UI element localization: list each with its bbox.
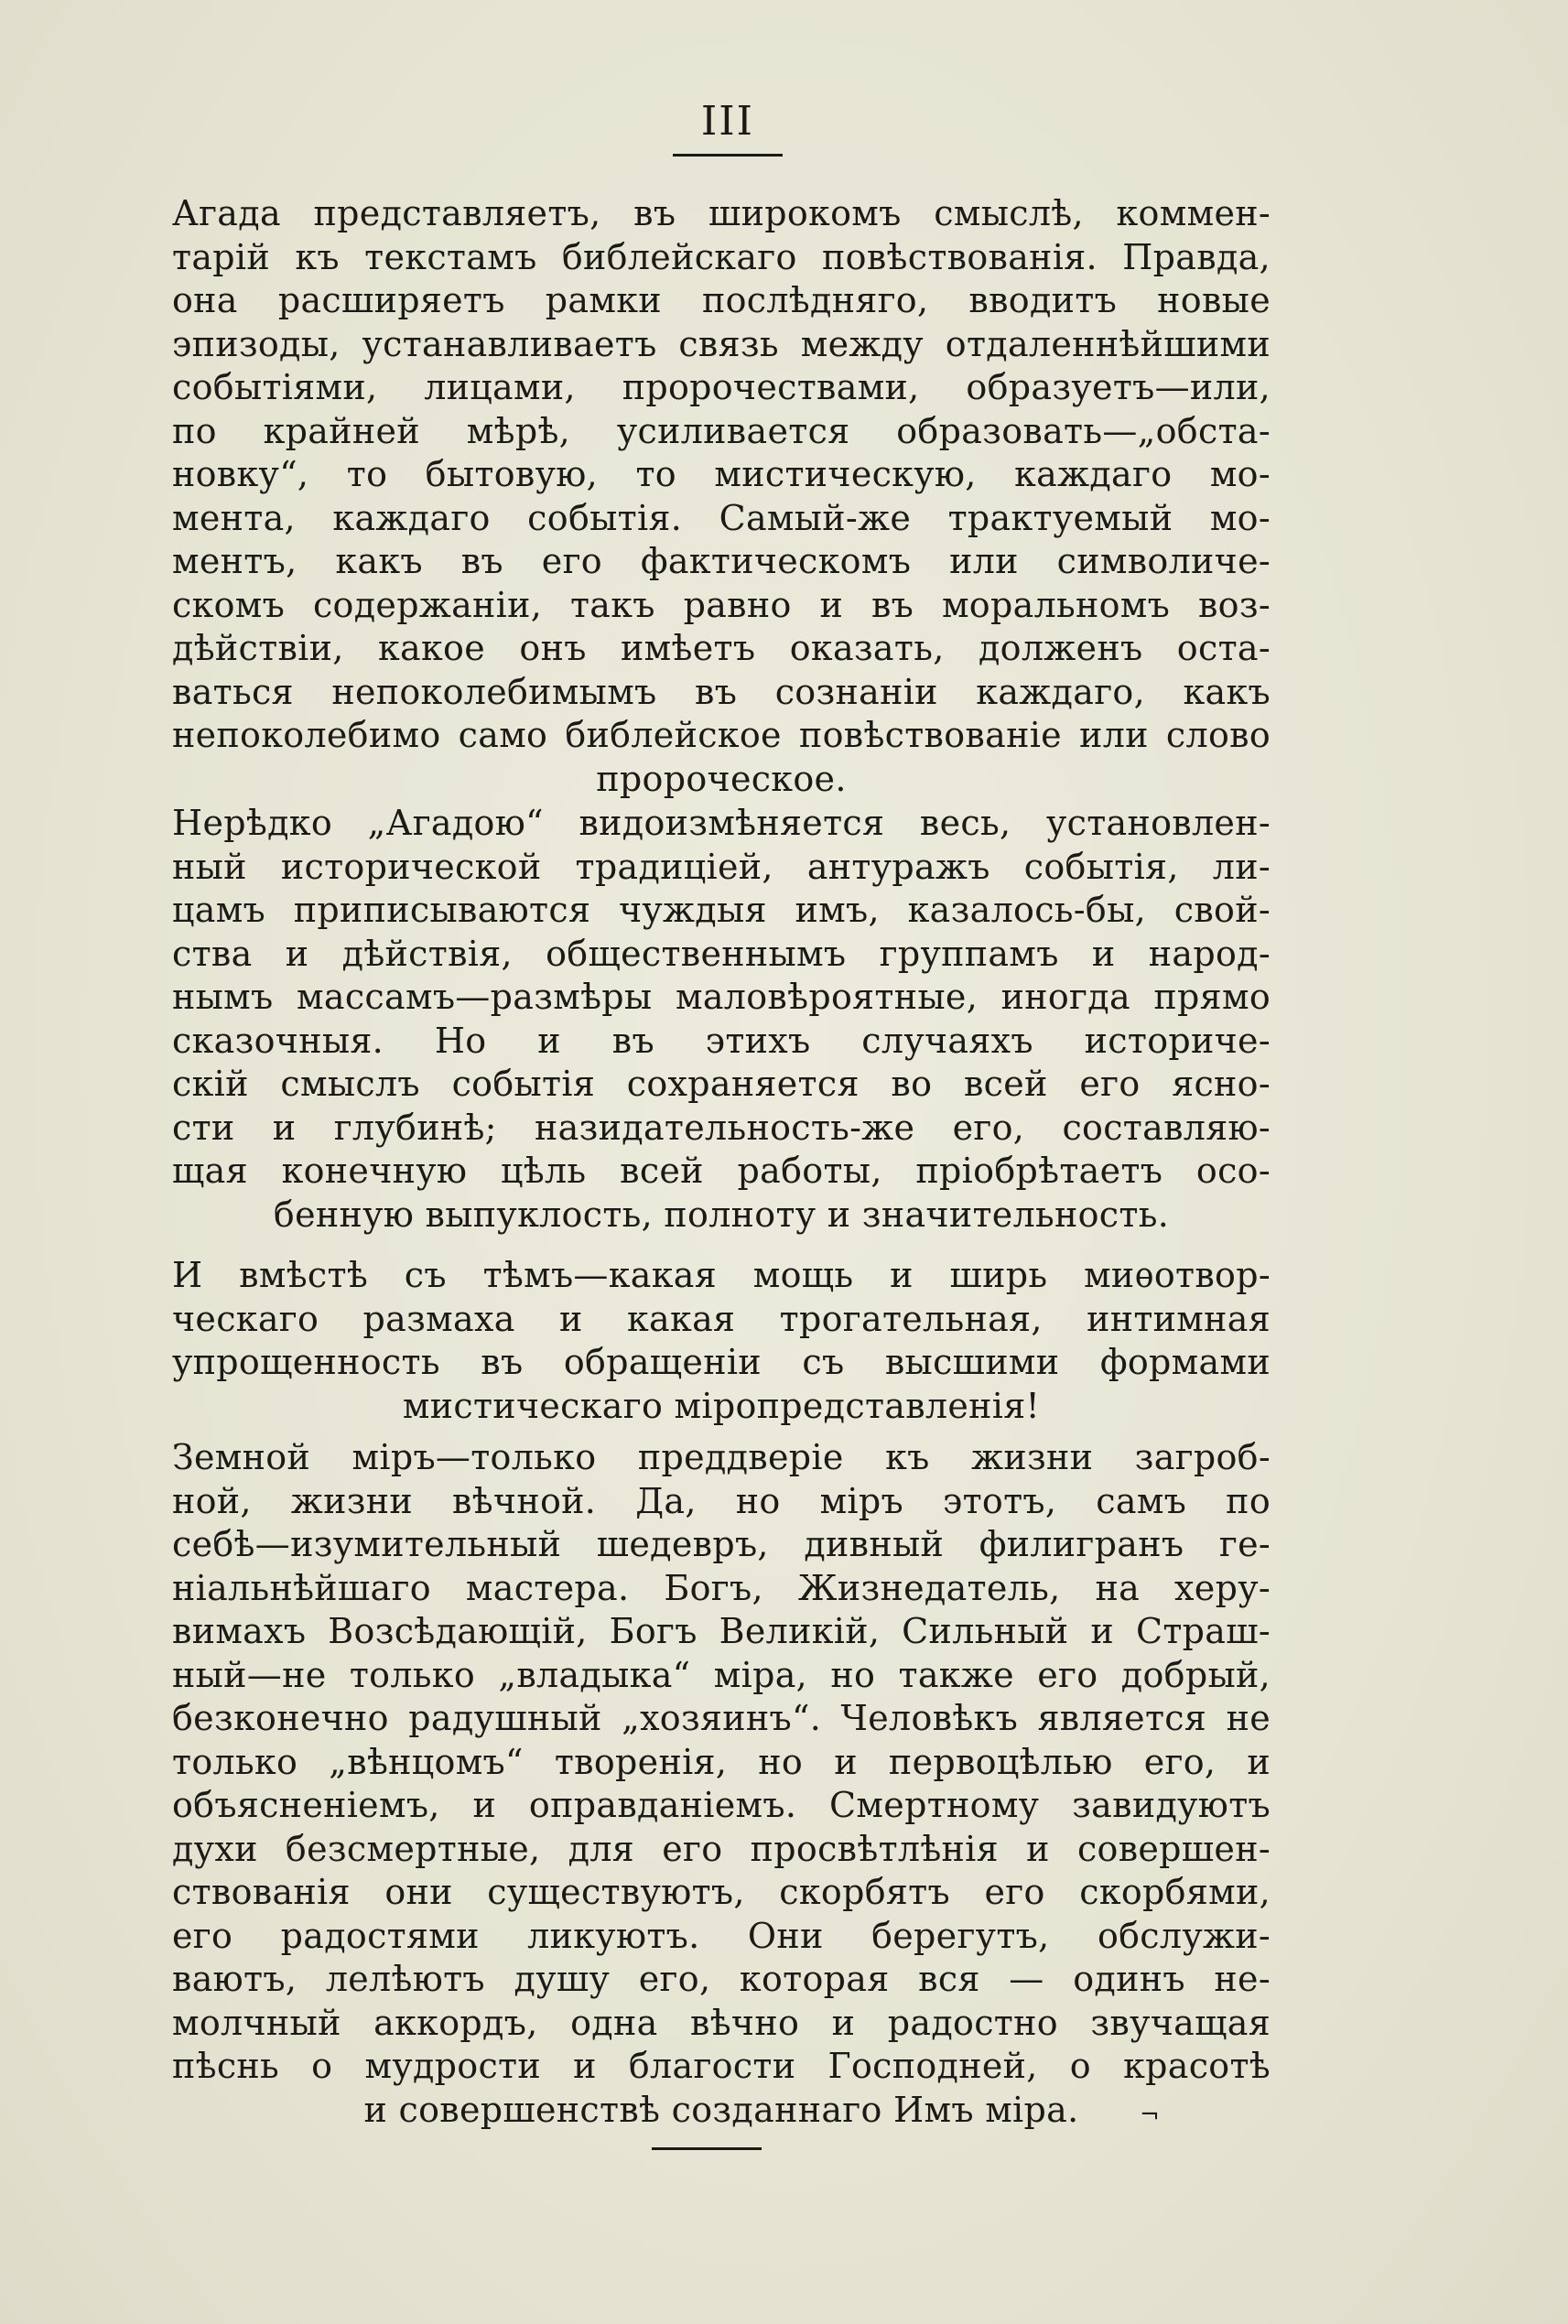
footer-rule bbox=[652, 2147, 762, 2150]
text-line: непоколебимо само библейское повѣствованіе или слово bbox=[172, 715, 1271, 755]
text-line: Агада представляетъ, въ широкомъ смыслѣ, коммен- bbox=[172, 193, 1271, 233]
paragraph-1 bbox=[172, 192, 1271, 801]
page-number: III bbox=[700, 98, 755, 145]
paragraph-2 bbox=[172, 802, 1271, 1237]
text-line: событіями, лицами, пророчествами, образуетъ—или, bbox=[172, 367, 1271, 407]
text-line: ствованія они существуютъ, скорбятъ его скорбями, bbox=[172, 1872, 1271, 1912]
paragraph-3 bbox=[172, 1254, 1271, 1428]
text-line: ческаго размаха и какая трогательная, интимная bbox=[172, 1298, 1271, 1339]
text-line: эпизоды, устанавливаетъ связь между отдаленнѣйшими bbox=[172, 323, 1271, 364]
text-line: бенную выпуклость, полноту и значительность. bbox=[273, 1194, 1170, 1235]
text-line: дѣйствіи, какое онъ имѣетъ оказать, долженъ оста- bbox=[172, 628, 1271, 668]
text-line: тарій къ текстамъ библейскаго повѣствованія. Правда, bbox=[172, 236, 1271, 277]
text-line: ной, жизни вѣчной. Да, но міръ этотъ, самъ по bbox=[172, 1480, 1271, 1521]
text-line: новку“, то бытовую, то мистическую, каждаго мо- bbox=[172, 454, 1271, 494]
text-line: ства и дѣйствія, общественнымъ группамъ и народ- bbox=[172, 933, 1271, 974]
text-line: ваютъ, лелѣютъ душу его, которая вся — одинъ не- bbox=[172, 1959, 1271, 1999]
text-line: по крайней мѣрѣ, усиливается образовать—„обста- bbox=[172, 410, 1271, 451]
text-line: пѣснь о мудрости и благости Господней, о красотѣ bbox=[172, 2046, 1271, 2086]
text-line: ный исторической традиціей, антуражъ событія, ли- bbox=[172, 846, 1271, 887]
text-line: себѣ—изумительный шедевръ, дивный филигранъ ге- bbox=[172, 1524, 1271, 1564]
text-line: его радостями ликуютъ. Они берегутъ, обслужи- bbox=[172, 1915, 1271, 1956]
text-line: и совершенствѣ созданнаго Имъ міра. bbox=[363, 2089, 1079, 2130]
paragraph-4 bbox=[172, 1436, 1271, 2132]
text-line: ваться непоколебимымъ въ сознаніи каждаго, какъ bbox=[172, 671, 1271, 712]
text-line: упрощенность въ обращеніи съ высшими формами bbox=[172, 1342, 1271, 1382]
text-line: цамъ приписываются чуждыя имъ, казалось-бы, свой- bbox=[172, 890, 1271, 930]
text-line: скомъ содержаніи, такъ равно и въ моральномъ воз- bbox=[172, 584, 1271, 625]
text-line: щая конечную цѣль всей работы, пріобрѣтаетъ осо- bbox=[172, 1151, 1271, 1191]
stray-mark: ¬ bbox=[1140, 2102, 1160, 2129]
text-line: нымъ массамъ—размѣры маловѣроятные, иногда прямо bbox=[172, 977, 1271, 1017]
text-line: объясненіемъ, и оправданіемъ. Смертному завидуютъ bbox=[172, 1785, 1271, 1825]
text-line: только „вѣнцомъ“ творенія, но и первоцѣлью его, и bbox=[172, 1741, 1271, 1782]
text-line: мента, каждаго событія. Самый-же трактуемый мо- bbox=[172, 497, 1271, 538]
text-line: сказочныя. Но и въ этихъ случаяхъ историче- bbox=[172, 1020, 1271, 1061]
text-line: ментъ, какъ въ его фактическомъ или символиче- bbox=[172, 541, 1271, 581]
text-line: И вмѣстѣ съ тѣмъ—какая мощь и ширь миѳотвор- bbox=[172, 1255, 1271, 1295]
header-rule bbox=[673, 154, 783, 157]
text-line: духи безсмертные, для его просвѣтлѣнія и совершен- bbox=[172, 1828, 1271, 1869]
text-line: безконечно радушный „хозяинъ“. Человѣкъ является не bbox=[172, 1698, 1271, 1738]
text-line: вимахъ Возсѣдающій, Богъ Великій, Сильный и Страш- bbox=[172, 1611, 1271, 1651]
text-line: скій смыслъ событія сохраняется во всей его ясно- bbox=[172, 1064, 1271, 1104]
text-line: сти и глубинѣ; назидательность-же его, составляю- bbox=[172, 1107, 1271, 1148]
text-line: ніальнѣйшаго мастера. Богъ, Жизнедатель, на херу- bbox=[172, 1567, 1271, 1608]
text-line: Земной міръ—только преддверіе къ жизни загроб- bbox=[172, 1437, 1271, 1477]
text-line: мистическаго міропредставленія! bbox=[402, 1385, 1041, 1426]
text-line: она расширяетъ рамки послѣдняго, вводитъ новые bbox=[172, 280, 1271, 320]
text-line: Нерѣдко „Агадою“ видоизмѣняется весь, установлен- bbox=[172, 803, 1271, 843]
text-line: ный—не только „владыка“ міра, но также его добрый, bbox=[172, 1654, 1271, 1695]
text-line: молчный аккордъ, одна вѣчно и радостно звучащая bbox=[172, 2002, 1271, 2043]
text-line: пророческое. bbox=[596, 758, 847, 799]
